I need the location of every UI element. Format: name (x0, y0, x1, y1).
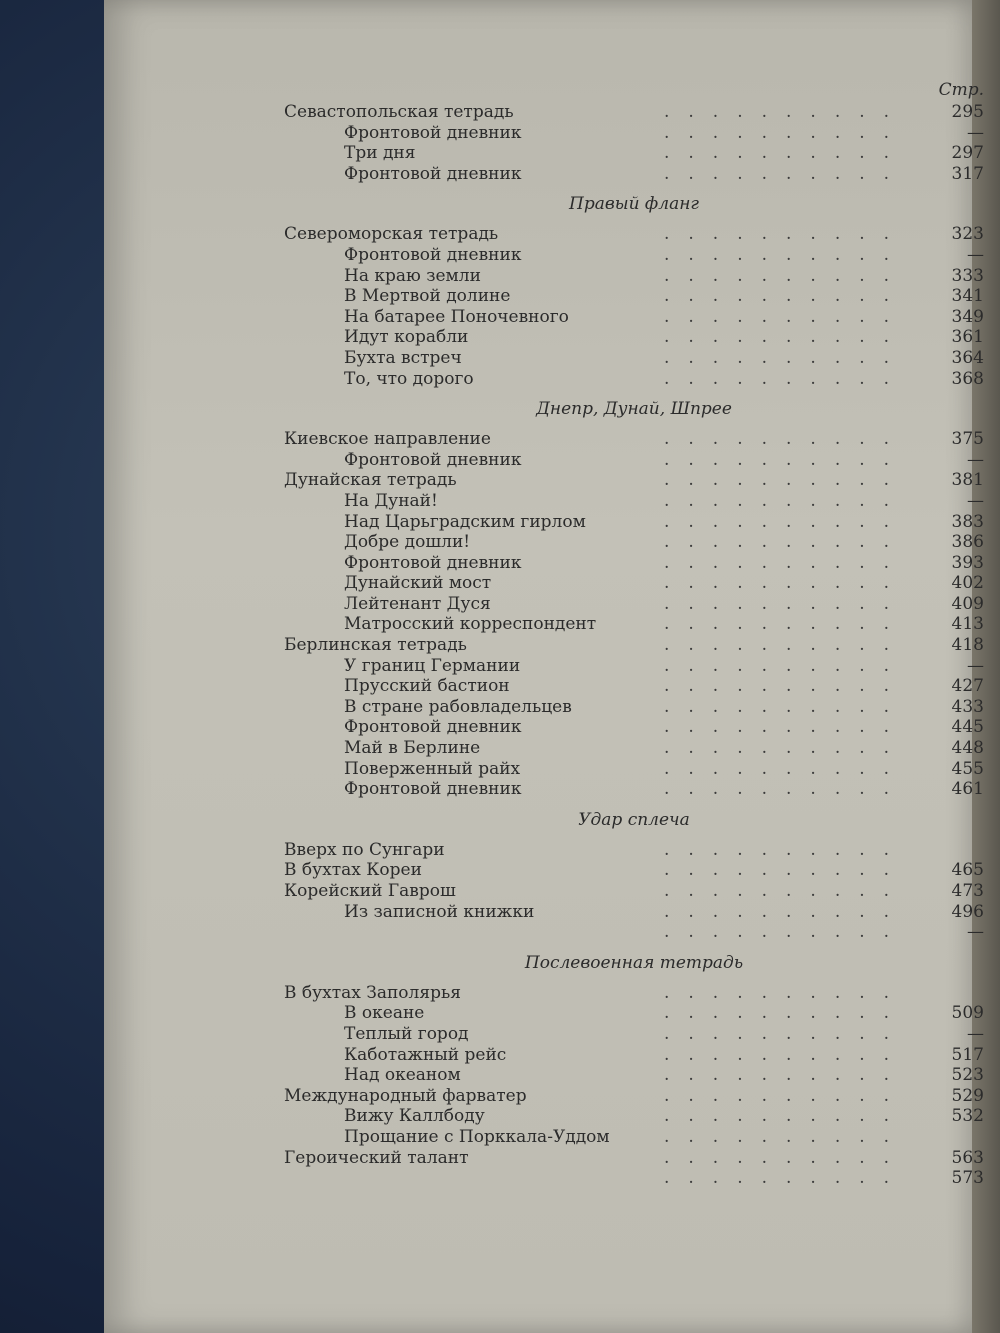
section-heading: Правый фланг (569, 194, 699, 215)
toc-entry-page: — (967, 922, 984, 943)
toc-entry (284, 881, 984, 902)
toc-entry-title: Фронтовой дневник (344, 779, 522, 800)
dot-leader: .......... (664, 1126, 909, 1147)
toc-entry (284, 1024, 984, 1045)
toc-entry (284, 327, 984, 348)
toc-entry (284, 123, 984, 144)
toc-entry (284, 759, 984, 780)
dot-leader: .......... (664, 1106, 909, 1127)
toc-entry-title: Североморская тетрадь (284, 224, 499, 245)
dot-leader: .......... (664, 922, 909, 943)
toc-entry (284, 553, 984, 574)
toc-entry (284, 470, 984, 491)
toc-entry-page: 433 (951, 696, 984, 717)
toc-entry (284, 656, 984, 677)
toc-entry-page: 323 (951, 224, 984, 245)
dot-leader: .......... (664, 573, 909, 594)
toc-entry-title: Каботажный рейс (344, 1044, 507, 1065)
dot-leader: .......... (664, 860, 909, 881)
toc-entry-page: 573 (951, 1168, 984, 1189)
toc-entry-title: Лейтенант Дуся (344, 593, 491, 614)
toc-entry-title: Киевское направление (284, 429, 491, 450)
toc-entry (284, 307, 984, 328)
toc-entry-page: 455 (951, 758, 984, 779)
toc-entry-page: 448 (951, 738, 984, 759)
toc-entry (284, 983, 984, 1004)
toc-entry-title: Фронтовой дневник (344, 552, 522, 573)
toc-entry-page: 297 (951, 143, 984, 164)
toc-entry-page: — (967, 1023, 984, 1044)
toc-entry (284, 1106, 984, 1127)
toc-entry-page: 529 (951, 1085, 984, 1106)
dot-leader: .......... (664, 163, 909, 184)
toc-entry (284, 573, 984, 594)
toc-entry (284, 1065, 984, 1086)
toc-entry (284, 369, 984, 390)
toc-entry (284, 717, 984, 738)
toc-entry-page: 465 (951, 860, 984, 881)
dot-leader: .......... (664, 102, 909, 122)
dot-leader: .......... (664, 1085, 909, 1106)
dot-leader: .......... (664, 635, 909, 656)
toc-entry (284, 860, 984, 881)
toc-entry-page: 364 (951, 347, 984, 368)
toc-entry (284, 224, 984, 245)
toc-entry-title: Добре дошли! (344, 532, 471, 553)
dot-leader: .......... (664, 470, 909, 491)
dot-leader: .......... (664, 122, 909, 143)
toc-entry-title: Фронтовой дневник (344, 244, 522, 265)
toc-entry-title: Фронтовой дневник (344, 163, 522, 184)
toc-entry-page: 349 (951, 306, 984, 327)
dot-leader: .......... (664, 306, 909, 327)
toc-entry-title: Из записной книжки (344, 901, 535, 922)
toc-entry (284, 266, 984, 287)
dot-leader: .......... (664, 593, 909, 614)
toc-entry (284, 1148, 984, 1169)
toc-entry-page: 333 (951, 265, 984, 286)
toc-entry (284, 922, 984, 943)
toc-entry-page: 509 (951, 1003, 984, 1024)
dot-leader: .......... (664, 327, 909, 348)
toc-entry-title: Фронтовой дневник (344, 449, 522, 470)
toc-entry-title: Корейский Гаврош (284, 881, 456, 901)
toc-entry-title: Фронтовой дневник (344, 717, 522, 738)
dot-leader: .......... (664, 511, 909, 532)
dot-leader: .......... (664, 1147, 909, 1168)
toc-entry-page: 386 (951, 532, 984, 553)
toc-entry (284, 348, 984, 369)
toc-entry-title: Фронтовой дневник (344, 122, 522, 143)
toc-entry-title: Дунайская тетрадь (284, 470, 457, 491)
toc-entry-page: 427 (951, 676, 984, 697)
toc-entry-page: — (967, 122, 984, 143)
toc-entry (284, 491, 984, 512)
toc-entry (284, 429, 984, 450)
toc-entry-title: На Дунай! (344, 490, 438, 511)
toc-entry-title: Поверженный райх (344, 758, 521, 779)
toc-entry-page: 532 (951, 1106, 984, 1127)
toc-entry-title: На батарее Поночевного (344, 306, 569, 327)
toc-entry-page: 295 (951, 102, 984, 122)
toc-entry-page: 517 (951, 1044, 984, 1065)
dot-leader: .......... (664, 244, 909, 265)
toc-entry-title: Севастопольская тетрадь (284, 102, 514, 122)
toc-entry-page: 496 (951, 901, 984, 922)
toc-entry (284, 779, 984, 800)
toc-entry (284, 286, 984, 307)
dot-leader: .......... (664, 532, 909, 553)
toc-entry-page: 445 (951, 717, 984, 738)
toc-entry-title: Три дня (344, 143, 416, 164)
toc-entry-page: 461 (951, 779, 984, 800)
toc-entry-page: 563 (951, 1147, 984, 1168)
toc-entry-title: Над Царьградским гирлом (344, 511, 586, 532)
toc-entry-title: На краю земли (344, 265, 481, 286)
toc-entry-page: 409 (951, 593, 984, 614)
dot-leader: .......... (664, 1065, 909, 1086)
page-column-label: Стр. (938, 80, 984, 100)
toc-entry-page: 341 (951, 286, 984, 307)
toc-entry-page: 368 (951, 368, 984, 389)
toc-entry (284, 635, 984, 656)
dot-leader: .......... (664, 368, 909, 389)
dot-leader: .......... (664, 429, 909, 450)
toc-entry-title: Вижу Каллбоду (344, 1106, 485, 1127)
dot-leader: .......... (664, 1044, 909, 1065)
toc-entry-title: В океане (344, 1003, 425, 1024)
toc-entry (284, 102, 984, 123)
dot-leader: .......... (664, 901, 909, 922)
toc-entry-page: 413 (951, 614, 984, 635)
toc-entry-title: Прусский бастион (344, 676, 510, 697)
section-heading: Удар сплеча (578, 809, 690, 830)
toc-entry (284, 1045, 984, 1066)
toc-body (284, 102, 984, 1189)
toc-entry-title: То, что дорого (344, 368, 474, 389)
dot-leader: .......... (664, 286, 909, 307)
toc-entry-page: 383 (951, 511, 984, 532)
toc-entry-title: Вверх по Сунгари (284, 839, 445, 860)
dot-leader: .......... (664, 224, 909, 245)
toc-entry-page: 418 (951, 635, 984, 656)
dot-leader: .......... (664, 265, 909, 286)
toc-entry (284, 1127, 984, 1148)
toc-entry-title: Прощание с Порккала-Уддом (344, 1126, 610, 1147)
toc-entry (284, 738, 984, 759)
toc-entry (284, 450, 984, 471)
toc-entry (284, 1086, 984, 1107)
toc-entry-title: В стране рабовладельцев (344, 696, 572, 717)
toc-entry-page: 393 (951, 552, 984, 573)
toc-entry-page: 402 (951, 573, 984, 594)
toc-entry (284, 512, 984, 533)
toc-entry-page: — (967, 655, 984, 676)
toc-entry-title: Матросский корреспондент (344, 614, 597, 635)
dot-leader: .......... (664, 696, 909, 717)
dot-leader: .......... (664, 717, 909, 738)
dot-leader: .......... (664, 1023, 909, 1044)
dot-leader: .......... (664, 758, 909, 779)
dot-leader: .......... (664, 614, 909, 635)
toc-entry (284, 614, 984, 635)
dot-leader: .......... (664, 655, 909, 676)
toc-entry-title: Май в Берлине (344, 738, 481, 759)
toc-entry (284, 143, 984, 164)
toc-entry-page: — (967, 244, 984, 265)
toc-entry-title: Идут корабли (344, 327, 469, 348)
section-heading: Послевоенная тетрадь (524, 952, 744, 973)
toc-entry-page: 361 (951, 327, 984, 348)
toc-entry (284, 902, 984, 923)
toc-entry-title: В Мертвой долине (344, 286, 511, 307)
toc-entry-page: 317 (951, 163, 984, 184)
toc-entry-title: Берлинская тетрадь (284, 635, 467, 656)
dot-leader: .......... (664, 676, 909, 697)
toc-entry-title: В бухтах Заполярья (284, 982, 461, 1003)
toc-entry (284, 676, 984, 697)
dot-leader: .......... (664, 449, 909, 470)
section-heading: Днепр, Дунай, Шпрее (536, 399, 732, 420)
toc-entry-page: 473 (951, 881, 984, 901)
dot-leader: .......... (664, 982, 909, 1003)
dot-leader: .......... (664, 881, 909, 901)
dot-leader: .......... (664, 143, 909, 164)
dot-leader: .......... (664, 839, 909, 860)
toc-entry-page: — (967, 449, 984, 470)
toc-entry-title: Международный фарватер (284, 1085, 527, 1106)
toc-entry-title: В бухтах Кореи (284, 860, 422, 881)
dot-leader: .......... (664, 738, 909, 759)
toc-entry (284, 840, 984, 861)
dot-leader: .......... (664, 1003, 909, 1024)
book-page (104, 0, 984, 1333)
toc-entry (284, 1003, 984, 1024)
toc-entry-title: Над океаном (344, 1065, 461, 1086)
toc-entry-page: 523 (951, 1065, 984, 1086)
toc-entry-page: 375 (951, 429, 984, 450)
toc-entry (284, 697, 984, 718)
dot-leader: .......... (664, 490, 909, 511)
table-of-contents (284, 78, 984, 1189)
dot-leader: .......... (664, 347, 909, 368)
toc-entry (284, 532, 984, 553)
toc-entry-title: Бухта встреч (344, 347, 462, 368)
toc-entry (284, 594, 984, 615)
dot-leader: .......... (664, 552, 909, 573)
toc-entry (284, 164, 984, 185)
dot-leader: .......... (664, 779, 909, 800)
toc-entry-title: Дунайский мост (344, 573, 492, 594)
toc-entry-title: Героический талант (284, 1147, 469, 1168)
toc-entry-page: — (967, 490, 984, 511)
toc-entry-page: 381 (951, 470, 984, 491)
dot-leader: .......... (664, 1168, 909, 1189)
toc-entry (284, 245, 984, 266)
toc-entry-title: У границ Германии (344, 655, 521, 676)
toc-entry (284, 1168, 984, 1189)
toc-entry-title: Теплый город (344, 1023, 469, 1044)
